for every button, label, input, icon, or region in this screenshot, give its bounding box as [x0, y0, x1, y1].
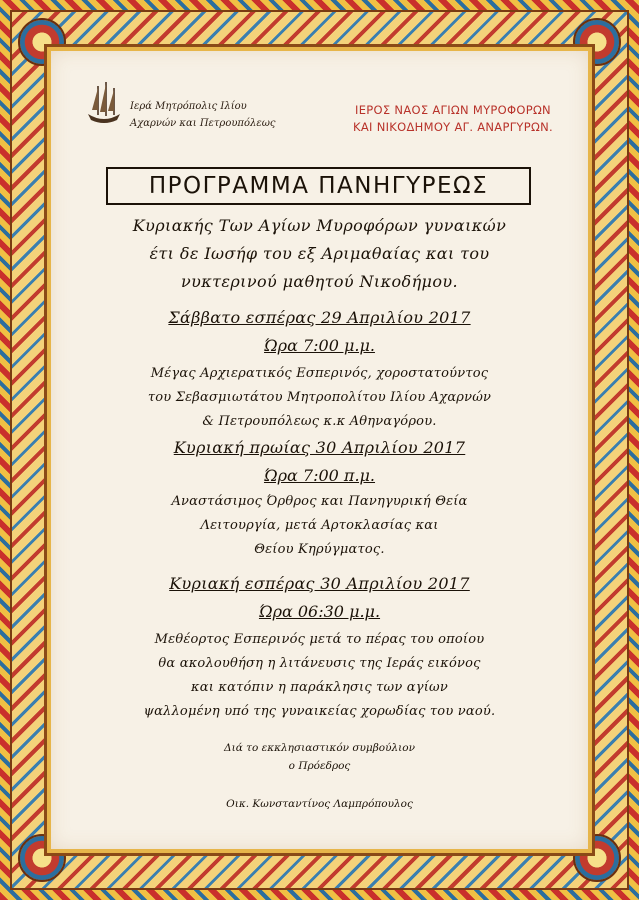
event-description-line: Θείου Κηρύγματος.: [254, 542, 385, 557]
event-description-line: ψαλλομένη υπό της γυναικείας χορωδίας του ναού.: [143, 704, 496, 719]
event-description-line: Λειτουργία, μετά Αρτοκλασίας και: [200, 518, 439, 533]
metropolis-line-1: Ιερά Μητρόπολις Ιλίου: [130, 101, 247, 112]
event-date: Κυριακή πρωίας 30 Απριλίου 2017: [173, 438, 466, 457]
event-description-line: & Πετρουπόλεως κ.κ Αθηναγόρου.: [202, 414, 437, 429]
church-name: [333, 102, 573, 136]
event-date: Κυριακή εσπέρας 30 Απριλίου 2017: [169, 574, 470, 593]
event-description-line: και κατόπιν η παράκλησις των αγίων: [191, 680, 448, 695]
signature-name: Οικ. Κωνσταντίνος Λαμπρόπουλος: [226, 798, 413, 810]
signature-council: Διά το εκκλησιαστικόν συμβούλιον: [224, 742, 415, 754]
event-time: Ώρα 7:00 μ.μ.: [264, 336, 375, 355]
event-description-line: του Σεβασμιωτάτου Μητροπολίτου Ιλίου Αχαρνών: [147, 390, 492, 405]
title-box: [106, 167, 531, 205]
page-title: ΠΡΟΓΡΑΜΜΑ ΠΑΝΗΓΥΡΕΩΣ: [148, 173, 489, 199]
event-date: Σάββατο εσπέρας 29 Απριλίου 2017: [168, 308, 471, 327]
event-description-line: Μέγας Αρχιερατικός Εσπερινός, χοροστατούντος: [150, 366, 489, 381]
header: [52, 52, 587, 162]
church-line-2: ΚΑΙ ΝΙΚΟΔΗΜΟΥ ΑΓ. ΑΝΑΡΓΥΡΩΝ.: [353, 120, 553, 134]
ship-logo-icon: [84, 78, 124, 128]
event-time: Ώρα 06:30 μ.μ.: [258, 602, 381, 621]
poster-content: [52, 52, 587, 848]
feast-line: έτι δε Ιωσήφ του εξ Αριμαθαίας και του: [149, 244, 490, 263]
metropolis-name: [130, 98, 275, 132]
feast-line: νυκτερινού μαθητού Νικοδήμου.: [180, 272, 458, 291]
event-description-line: Μεθέορτος Εσπερινός μετά το πέρας του οποίου: [154, 632, 485, 647]
church-line-1: ΙΕΡΟΣ ΝΑΟΣ ΑΓΙΩΝ ΜΥΡΟΦΟΡΩΝ: [355, 103, 551, 117]
signature-role: ο Πρόεδρος: [288, 760, 351, 772]
metropolis-line-2: Αχαρνών και Πετρουπόλεως: [130, 118, 276, 129]
event-description-line: Αναστάσιμος Όρθρος και Πανηγυρική Θεία: [171, 494, 468, 509]
feast-line: Κυριακής Των Αγίων Μυροφόρων γυναικών: [132, 216, 507, 235]
event-time: Ώρα 7:00 π.μ.: [263, 466, 376, 485]
event-description-line: θα ακολουθήση η λιτάνευσις της Ιεράς εικόνος: [158, 656, 481, 671]
